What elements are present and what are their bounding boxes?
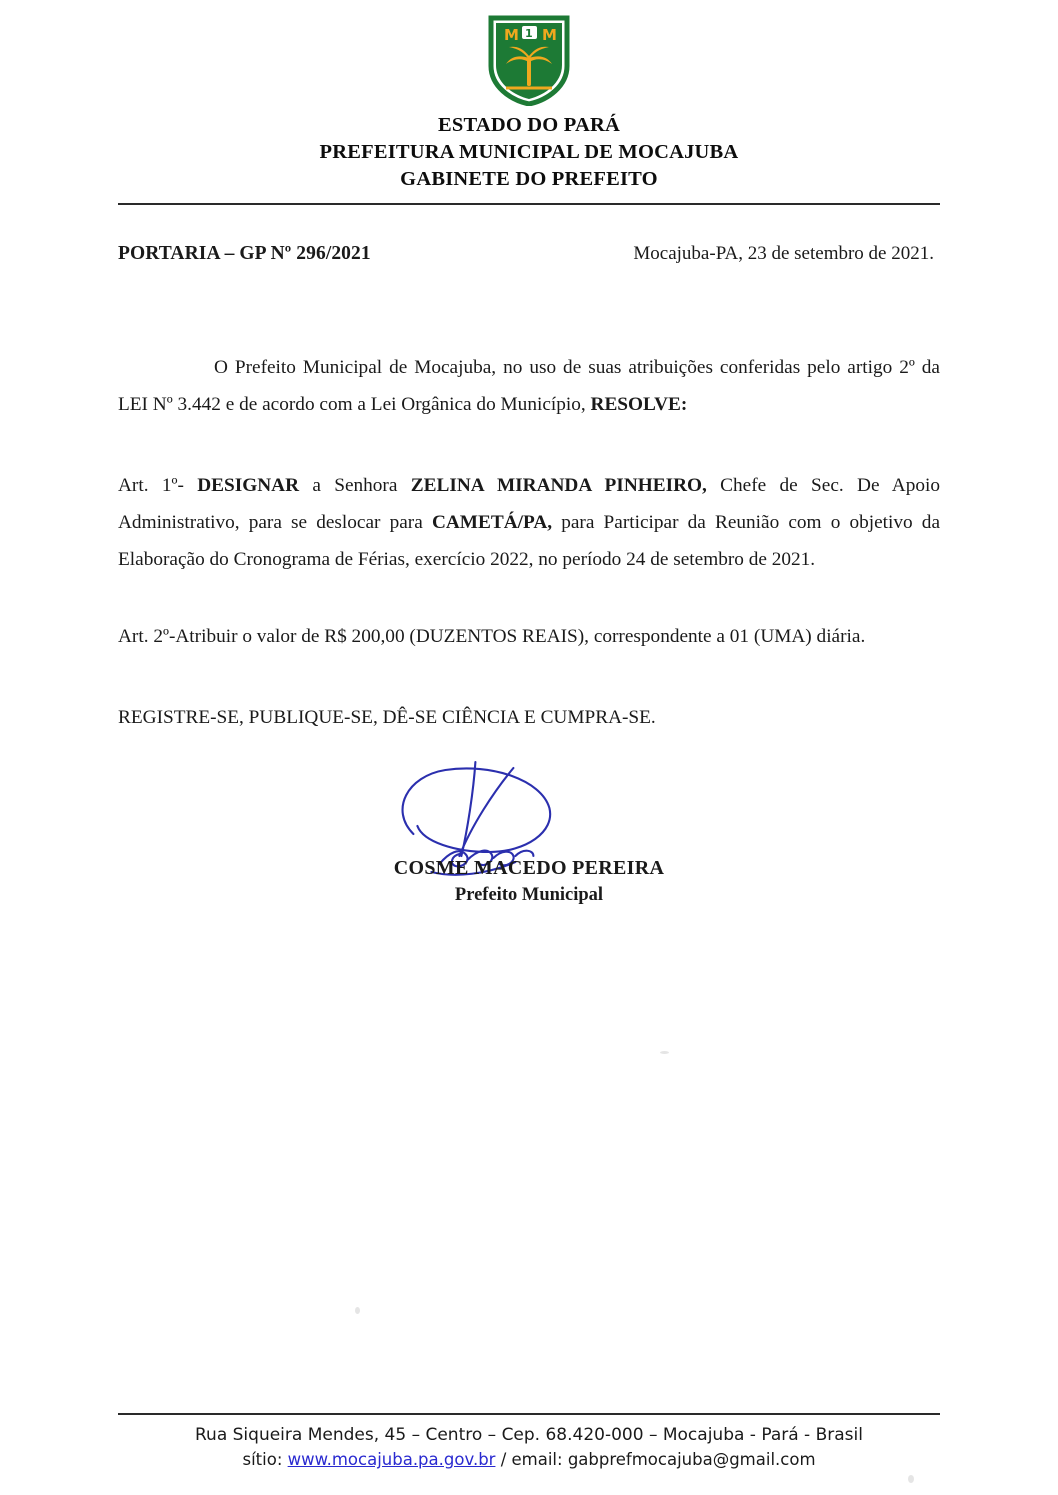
org-line-office: GABINETE DO PREFEITO	[400, 168, 658, 191]
footer-contact	[0, 1448, 1058, 1473]
footer-site-prefix: sítio:	[242, 1450, 288, 1470]
article-1-destination: CAMETÁ/PA,	[431, 512, 553, 534]
signature-name: COSME MACEDO PEREIRA	[393, 857, 665, 880]
article-1-mid-1: a Senhora	[299, 475, 411, 497]
paragraph-closing: REGISTRE-SE, PUBLIQUE-SE, DÊ-SE CIÊNCIA E CUMPRA-SE.	[118, 707, 656, 729]
scan-speck	[355, 1307, 360, 1314]
article-1-action: DESIGNAR	[197, 475, 300, 497]
document-number: PORTARIA – GP Nº 296/2021	[118, 243, 371, 265]
preamble-text: O Prefeito Municipal de Mocajuba, no uso de suas atribuições conferidas pelo artigo 2º da LEI Nº 3.442 e de acordo com a Lei Orgânica do Município,	[118, 357, 940, 416]
footer-divider	[118, 1413, 940, 1415]
preamble-resolve: RESOLVE:	[590, 394, 688, 416]
scan-speck	[660, 1051, 669, 1054]
document-header	[0, 0, 1058, 205]
article-1-person: ZELINA MIRANDA PINHEIRO,	[410, 475, 707, 497]
paragraph-preamble	[118, 349, 940, 423]
signature-block	[118, 762, 940, 906]
document-place-date: Mocajuba-PA, 23 de setembro de 2021.	[633, 243, 934, 265]
article-1-prefix: Art. 1º-	[118, 475, 198, 497]
svg-text:M: M	[504, 26, 519, 44]
org-line-state: ESTADO DO PARÁ	[438, 114, 620, 136]
footer-email-prefix: / email:	[495, 1450, 568, 1470]
svg-text:1: 1	[525, 27, 533, 40]
signature-role: Prefeito Municipal	[454, 885, 604, 906]
document-body	[118, 205, 941, 906]
municipal-coat-of-arms-icon	[486, 14, 572, 106]
footer-site-link[interactable]: www.mocajuba.pa.gov.br	[287, 1450, 496, 1470]
article-1-mid-2: Chefe de Sec. De Apoio Administrativo, para se deslocar para	[118, 475, 940, 534]
paragraph-article-1	[118, 467, 940, 578]
article-1-mid-3: para Participar da Reunião com o objetivo da Elaboração do Cronograma de Férias, exercício 2022, no período 24 de setembro de 2021.	[118, 512, 941, 571]
scan-speck	[908, 1475, 914, 1483]
organization-titles	[0, 112, 1058, 193]
document-meta-row	[118, 243, 940, 265]
footer-email: gabprefmocajuba@gmail.com	[567, 1450, 816, 1470]
document-footer	[0, 1413, 1058, 1473]
org-line-municipality: PREFEITURA MUNICIPAL DE MOCAJUBA	[319, 141, 739, 164]
svg-text:M: M	[542, 26, 557, 44]
paragraph-article-2: Art. 2º-Atribuir o valor de R$ 200,00 (DUZENTOS REAIS), correspondente a 01 (UMA) diária.	[118, 626, 866, 648]
footer-address: Rua Siqueira Mendes, 45 – Centro – Cep. 68.420-000 – Mocajuba - Pará - Brasil	[195, 1424, 863, 1445]
